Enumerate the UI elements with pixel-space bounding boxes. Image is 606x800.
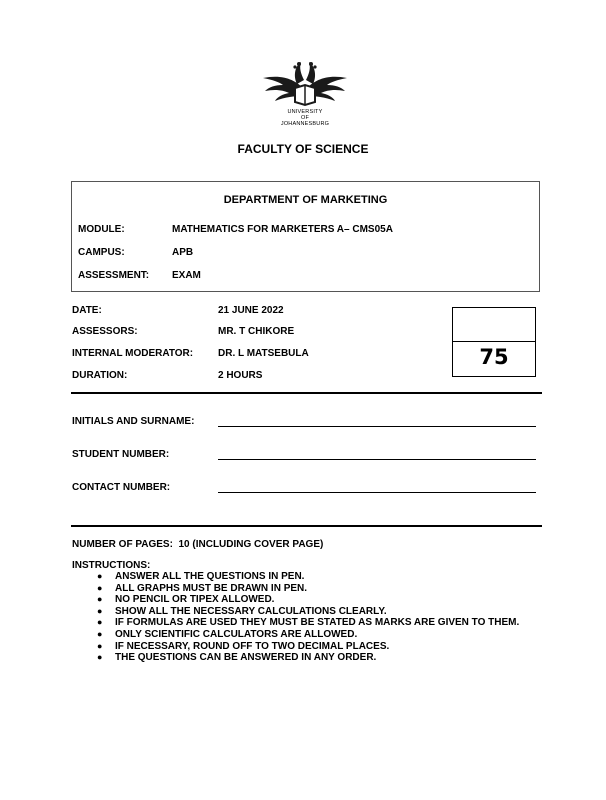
list-item: ● THE QUESTIONS CAN BE ANSWERED IN ANY ORDER. <box>97 652 377 664</box>
bullet-icon: ● <box>97 594 103 605</box>
moderator-value: DR. L MATSEBULA <box>218 348 309 359</box>
list-item: ● IF FORMULAS ARE USED THEY MUST BE STATED AS MARKS ARE GIVEN TO THEM. <box>97 617 520 629</box>
bullet-icon: ● <box>97 582 103 593</box>
contact-number-label: CONTACT NUMBER: <box>72 482 171 493</box>
pages-info <box>72 539 323 550</box>
list-item: ● SHOW ALL THE NECESSARY CALCULATIONS CLEARLY. <box>97 605 387 617</box>
faculty-title: FACULTY OF SCIENCE <box>237 142 369 156</box>
student-number-line[interactable] <box>218 459 536 460</box>
campus-label: CAMPUS: <box>78 247 125 258</box>
instructions-label: INSTRUCTIONS: <box>72 560 151 571</box>
module-value: MATHEMATICS FOR MARKETERS A– CMS05A <box>172 224 393 235</box>
department-title: DEPARTMENT OF MARKETING <box>223 194 388 206</box>
student-number-label: STUDENT NUMBER: <box>72 449 170 460</box>
duration-label: DURATION: <box>72 370 128 381</box>
contact-number-line[interactable] <box>218 492 536 493</box>
assessors-value: MR. T CHIKORE <box>218 326 295 337</box>
section-divider <box>71 525 542 527</box>
date-label: DATE: <box>72 305 102 316</box>
marks-box-divider <box>452 341 536 342</box>
list-item: ● ALL GRAPHS MUST BE DRAWN IN PEN. <box>97 582 308 594</box>
name-label: INITIALS AND SURNAME: <box>72 416 195 427</box>
duration-value: 2 HOURS <box>218 370 263 381</box>
pages-label: NUMBER OF PAGES: <box>72 539 173 550</box>
name-line[interactable] <box>218 426 536 427</box>
logo-text-line2: OF <box>300 115 310 121</box>
assessors-label: ASSESSORS: <box>72 326 138 337</box>
total-marks: 75 <box>479 345 509 369</box>
bullet-icon: ● <box>97 571 103 581</box>
bullet-icon: ● <box>97 640 103 651</box>
module-label: MODULE: <box>78 224 125 235</box>
list-item: ● NO PENCIL OR TIPEX ALLOWED. <box>97 594 275 606</box>
list-item: ● ANSWER ALL THE QUESTIONS IN PEN. <box>97 571 305 582</box>
university-logo <box>257 58 353 128</box>
list-item: ● IF NECESSARY, ROUND OFF TO TWO DECIMAL PLACES. <box>97 640 390 652</box>
pages-value: 10 (INCLUDING COVER PAGE) <box>178 539 324 550</box>
bullet-icon: ● <box>97 652 103 663</box>
section-divider <box>71 392 542 394</box>
bullet-icon: ● <box>97 617 103 628</box>
assessment-label: ASSESSMENT: <box>78 270 150 281</box>
logo-text-line1: UNIVERSITY <box>287 109 323 115</box>
bullet-icon: ● <box>97 628 103 639</box>
campus-value: APB <box>172 247 194 258</box>
assessment-value: EXAM <box>172 270 201 281</box>
instructions-list <box>97 571 519 664</box>
logo-text-line3: JOHANNESBURG <box>280 121 330 127</box>
bullet-icon: ● <box>97 605 103 616</box>
date-value: 21 JUNE 2022 <box>218 305 284 316</box>
list-item: ● ONLY SCIENTIFIC CALCULATORS ARE ALLOWED. <box>97 628 358 640</box>
moderator-label: INTERNAL MODERATOR: <box>72 348 194 359</box>
logo-emblem-icon <box>257 58 353 108</box>
